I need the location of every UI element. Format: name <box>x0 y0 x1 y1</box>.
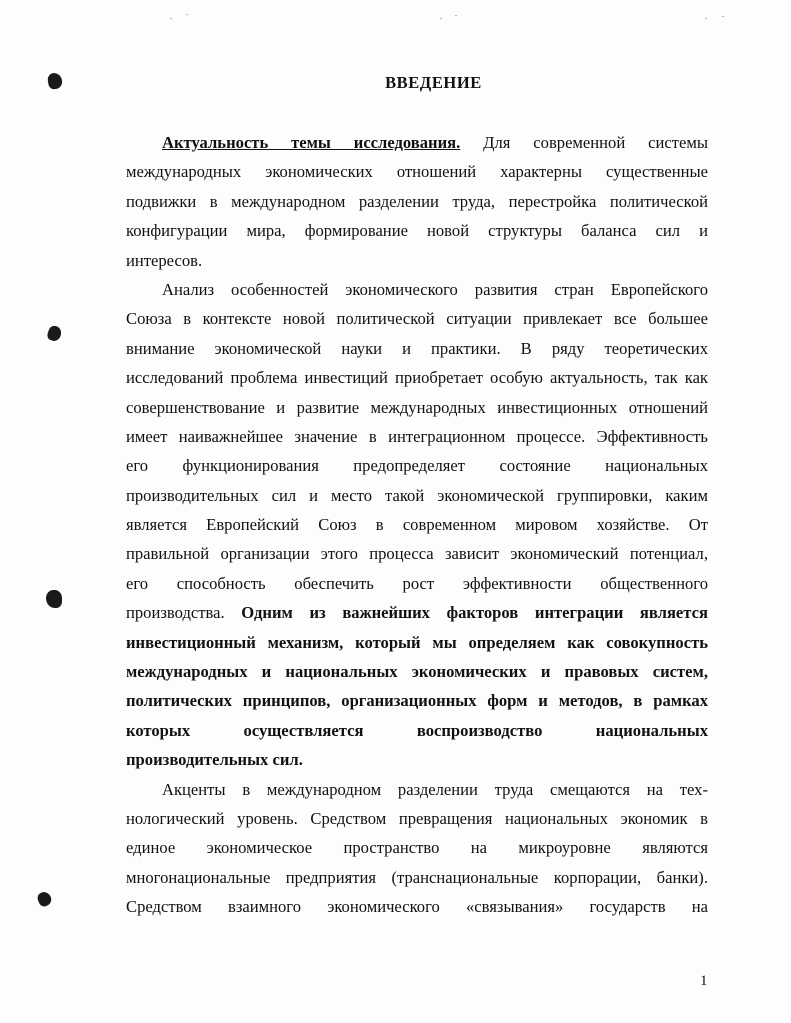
scan-blot-mark <box>46 324 63 343</box>
body-text-span: производительных сил и место такой экономической группировки, каким <box>126 485 708 505</box>
scan-speck <box>705 18 707 19</box>
text-line <box>126 569 708 598</box>
body-text-span: подвижки в международном разделении труда, перестройка политической <box>126 191 708 211</box>
body-text-span: единое экономическое пространство на микроуровне являются <box>126 838 708 858</box>
scan-speck <box>170 18 172 19</box>
body-text-span: конфигурации мира, формирование новой структуры баланса сил и <box>126 221 708 241</box>
text-line <box>126 422 708 451</box>
bold-text: политических принципов, организационных форм и методов, в рамках <box>126 691 708 711</box>
bold-text: международных и национальных экономических и правовых систем, <box>126 662 708 682</box>
bold-text: производительных сил. <box>126 750 303 770</box>
scan-blot-mark <box>36 890 54 908</box>
text-line <box>126 334 708 363</box>
text-line <box>126 510 708 539</box>
body-text-span: правильной организации этого процесса зависит экономический потенциал, <box>126 544 708 564</box>
text-line <box>126 598 708 627</box>
body-text-span: Для современной системы <box>460 133 708 152</box>
body-text-span: его способность обеспечить рост эффективности общественного <box>126 573 708 593</box>
text-line <box>126 863 708 892</box>
text-line <box>126 775 708 804</box>
text-line <box>126 657 708 686</box>
text-line <box>126 628 708 657</box>
body-text-span: совершенствование и развитие международных инвестиционных отношений <box>126 397 708 417</box>
scan-blot-mark <box>46 590 62 608</box>
body-text-span: Союза в контексте новой политической ситуации привлекает все большее <box>126 309 708 329</box>
text-line <box>126 539 708 568</box>
body-text-span: внимание экономической науки и практики. В ряду теоретических <box>126 338 708 358</box>
body-text-span: Средством взаимного экономического «связывания» государств на <box>126 897 708 917</box>
body-text-span: имеет наиважнейшее значение в интеграционном процессе. Эффективность <box>126 426 708 446</box>
body-text-span: нологический уровень. Средством превращения национальных экономик в <box>126 808 708 828</box>
scan-speck <box>722 16 724 17</box>
body-text-span: его функционирования предопределяет состояние национальных <box>126 456 708 476</box>
scan-speck <box>186 14 188 15</box>
text-line <box>126 745 708 774</box>
body-text-span: исследований проблема инвестиций приобретает особую актуальность, так как <box>126 368 708 388</box>
page-number: 1 <box>700 973 708 989</box>
text-line <box>126 363 708 392</box>
text-line <box>126 128 708 157</box>
bold-text: которых осуществляется воспроизводство национальных <box>126 720 708 740</box>
text-line <box>126 481 708 510</box>
text-line <box>126 393 708 422</box>
text-line <box>126 686 708 715</box>
body-text <box>126 128 708 922</box>
section-heading-text: Актуальность темы исследования. <box>162 133 461 152</box>
text-line <box>126 216 708 245</box>
text-line <box>126 716 708 745</box>
text-line <box>126 304 708 333</box>
body-text-span: интересов. <box>126 250 203 270</box>
text-line <box>126 157 708 186</box>
bold-text: Одним из важнейших факторов интеграции является <box>241 603 708 623</box>
text-line <box>126 187 708 216</box>
text-line <box>126 833 708 862</box>
text-line <box>126 804 708 833</box>
body-text-span: многонациональные предприятия (транснациональные корпорации, банки). <box>126 867 708 887</box>
scan-speck <box>440 18 442 19</box>
body-text-span: международных экономических отношений характерны существенные <box>126 162 708 182</box>
text-line <box>126 451 708 480</box>
text-line <box>126 246 708 275</box>
body-text-span: производства. <box>126 603 242 623</box>
page-title: ВВЕДЕНИЕ <box>385 73 482 92</box>
scan-speck <box>455 15 457 16</box>
body-text-span: Анализ особенностей экономического развития стран Европейского <box>162 279 708 299</box>
text-line <box>126 892 708 921</box>
body-text-span: Акценты в международном разделении труда смещаются на тех- <box>162 779 708 799</box>
bold-text: инвестиционный механизм, который мы определяем как совокупность <box>126 632 708 652</box>
text-line <box>126 275 708 304</box>
body-text-span: является Европейский Союз в современном мировом хозяйстве. От <box>126 515 708 535</box>
